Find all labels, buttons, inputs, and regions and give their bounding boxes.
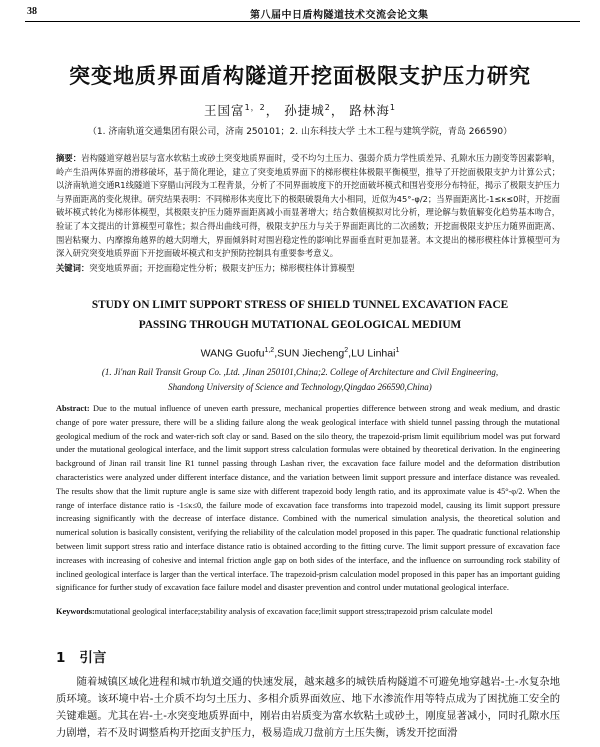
author-sup: 1 <box>395 347 400 354</box>
abstract-label-en: Abstract: <box>56 404 90 413</box>
affiliations-cn: （1. 济南轨道交通集团有限公司，济南 250101；2. 山东科技大学 土木工程与建筑学院，青岛 266590） <box>87 127 513 137</box>
author-sup: 1,2 <box>264 347 275 354</box>
authors-cn: 王国富$^{1,2}$， 孙捷城$^2$， 路林海$^1$ <box>204 102 396 118</box>
section-heading <box>56 646 106 666</box>
author-sup: 2 <box>344 347 349 354</box>
keywords-en <box>56 607 560 616</box>
title-en-line: PASSING THROUGH MUTATIONAL GEOLOGICAL MEDIUM <box>138 319 462 331</box>
affiliation-en-line: (1. Ji'nan Rail Transit Group Co. ,Ltd. ,Jinan 250101,China;2. College of Architecture and Civil Engineering, <box>101 367 499 377</box>
authors-en: WANG Guofu$^{1,2}$,SUN Jiecheng$^2$,LU Linhai$^1$ <box>200 347 400 360</box>
author-en: WANG Guofu <box>200 347 265 360</box>
abstract-cn <box>56 152 560 261</box>
keywords-label-en: Keywords: <box>56 607 95 616</box>
abstract-text-cn: 岩构隧道穿越岩层与富水软粘土或砂土突变地质界面时，受不均匀土压力、强弱介质力学性质差异、孔隙水压力剧变等因素影响，岭产生沿两体界面的滑移破坏，基于简化理论，建立了突变地质界面下的梯形楔柱体极限平衡模型，推导了开挖面极限支护力计算公式；以济南轨道交通R1线隧道下穿腊山河段为工程背景，分析了不同界面坡度下的开挖面破坏模式和围岩变形分布特征，揭示了极限支护压力与界面距离的变化规律。研究结果表明：不同梯形体夹度比下的极限破裂角大小相同，近似为45°-φ/2；当界面距离比-1≤κ≤0时，开挖面破坏模式转化为梯形体模型，其极限支护压力随界面距离减小而显著增大；结合数值模拟对比分析，理论解与数值解变化趋势基本吻合，验证了本文提出的计算模型可靠性；拟合得出曲线可得，极限支护压力与关于界面距离比的二次函数；开挖面极限支护压力随界面距离、围岩粘聚力、内摩擦角越界的越大阴增大，界面倾斜时对围岩稳定性的影响比界面垂直时更加显著。本文提出的梯形楔柱体计算模型可为深入研究突变地质界面下开挖面破坏模式和支护预防控制具有重要参考意义。 <box>56 153 560 259</box>
author-en: LU Linhai <box>351 347 396 360</box>
paper-title-en <box>0 295 600 335</box>
author-sup: 1 <box>389 102 396 112</box>
abstract-label-cn: 摘要： <box>56 153 82 163</box>
author-cn: 路林海 <box>349 103 390 118</box>
section-number: 1 <box>56 650 66 666</box>
affiliation-en-line: Shandong University of Science and Technology,Qingdao 266590,China) <box>168 382 432 392</box>
keywords-text-cn: 突变地质界面；开挖面稳定性分析；极限支护压力；梯形楔柱体计算模型 <box>89 263 355 273</box>
affiliations-en <box>60 365 540 395</box>
keywords-label-cn: 关键词： <box>56 263 90 273</box>
journal-title: 第八届中日盾构隧道技术交流会论文集 <box>250 10 429 21</box>
author-cn: 王国富 <box>204 103 245 118</box>
title-en-line: STUDY ON LIMIT SUPPORT STRESS OF SHIELD TUNNEL EXCAVATION FACE <box>91 299 509 311</box>
page-number: 38 <box>27 6 37 17</box>
keywords-text-en: mutational geological interface;stability analysis of excavation face;limit support stress;trapezoid prism calculate model <box>94 607 493 616</box>
abstract-text-en: Due to the mutual influence of uneven earth pressure, mechanical properties difference between strong and weak medium, and drastic change of pore water pressure, there will be a sliding failure along the weak geological interface with shield tunnel passing through the mutational geological medium of the rock and water-rich soft clay or sand. Based on the silo theory, the trapezoid-prism limit equilibrium model was put forward under the mutational geological interface, and the limit support stress calculation formulas were obtained by theoretical derivation. In the engineering background of Jinan rail transit line R1 tunnel passing through Lashan river, the excavation face failure model and the deformation distribution characteristics were analyzed under different interface distance, and the variation between limit support pressure and interface distance was revealed. The results show that the limit rupture angle is same size with different trapezoid body length ratio, and its approximate value is 45°-φ/2. When the range of interface distance ratio is -1≤κ≤0, the failure mode of excavation face transforms into trapezoid model, causing its limit support pressure increasing significantly with the decrease of interface distance. Combined with the numerical simulation analysis, the theoretical solution and numerical solution is basically consistent, verifying the reliability of the calculation model proposed in this paper. The quadratic functional relationship between limit support stress ratio and interface distance ratio is obtained according to the fitting curve. The limit support pressure of excavation face increases with increasing of cohesive and internal friction angle gap on both sides of the interface, and the influence on surrounding rock stability of inclined geological interface is larger than the vertical interface. The trapezoid-prism calculation model proposed in this paper has an important guiding significance for further study of excavation face failure model and disaster prevention and control under mutational geological interface. <box>56 404 560 593</box>
running-header <box>0 0 600 22</box>
author-en: SUN Jiecheng <box>277 347 345 360</box>
section-title: 引言 <box>79 650 107 666</box>
keywords-cn <box>56 262 560 274</box>
header-rule <box>25 21 580 22</box>
author-sup: 2 <box>324 102 331 112</box>
author-cn: 孙捷城 <box>284 103 325 118</box>
body-paragraph: 随着城镇区域化进程和城市轨道交通的快速发展，越来越多的城铁盾构隧道不可避免地穿越岩-土-水复杂地质环境。该环境中岩-土介质不均匀土压力、多相介质界面效应、地下水渗流作用等特点成为了困扰施工安全的关键难题。尤其在岩-土-水突变地质界面中，刚岩由岩质变为富水软粘土或砂土，刚度显著减小，同时孔隙水压力剧增，若不及时调整盾构开挖面支护压力，极易造成刀盘前方土压失衡，诱发开挖面滑 <box>56 676 560 739</box>
abstract-en <box>56 402 560 595</box>
author-sup: 1，2 <box>244 102 266 112</box>
paper-title-cn: 突变地质界面盾构隧道开挖面极限支护压力研究 <box>69 64 531 88</box>
